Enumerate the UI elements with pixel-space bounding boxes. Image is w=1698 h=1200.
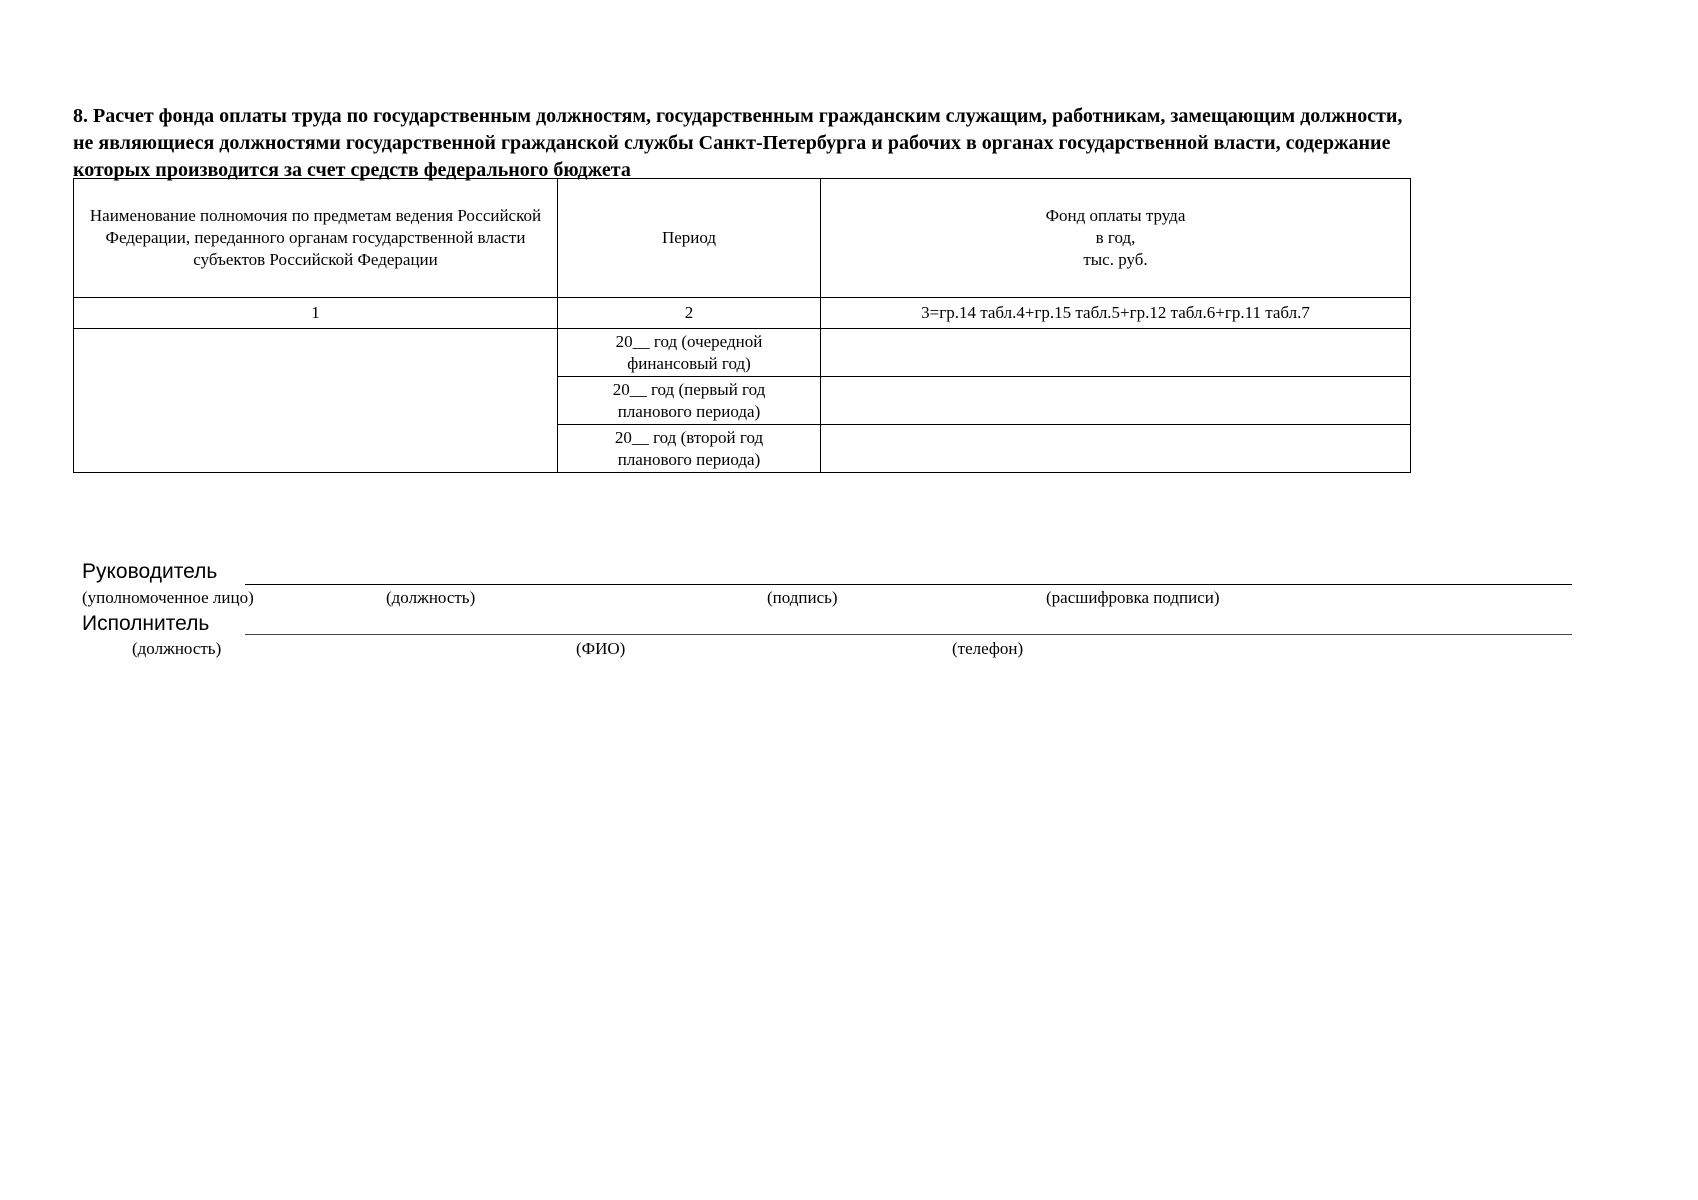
period-line-2: планового периода) [617, 449, 761, 469]
heading-line-2: не являющиеся должностями государственной гражданской службы Санкт-Петербурга и рабочих в органах государственной власти, содержание [73, 132, 1391, 154]
period-cell [558, 329, 821, 377]
column-number-1: 1 [74, 298, 558, 329]
head-signature-line[interactable] [245, 584, 1572, 585]
table-row [74, 329, 1411, 377]
period-line-2: планового периода) [617, 401, 761, 421]
period-cell [558, 425, 821, 473]
column-number-2: 2 [558, 298, 821, 329]
period-line-1: 20__ год (очередной [615, 331, 763, 351]
payroll-fund-table [73, 178, 1411, 473]
caption-executor-name: (ФИО) [576, 639, 626, 658]
fund-cell[interactable] [821, 377, 1411, 425]
caption-signature-decoding: (расшифровка подписи) [1046, 588, 1220, 607]
section-heading [73, 103, 1593, 184]
caption-executor-position: (должность) [132, 639, 222, 658]
column-number-row [74, 298, 1411, 329]
caption-signature: (подпись) [767, 588, 838, 607]
header-authority-name: Наименование полномочия по предметам ведения Российской Федерации, переданного органам государственной власти субъектов Российской Федерации [74, 179, 558, 298]
heading-line-1: 8. Расчет фонда оплаты труда по государственным должностям, государственным гражданским служащим, работникам, замещающим должности, [73, 105, 1403, 127]
authority-name-cell[interactable] [74, 329, 558, 473]
header-period: Период [558, 179, 821, 298]
fund-cell[interactable] [821, 425, 1411, 473]
period-cell [558, 377, 821, 425]
period-line-1: 20__ год (первый год [612, 379, 766, 399]
table-header-row [74, 179, 1411, 298]
caption-head-position: (должность) [386, 588, 476, 607]
period-line-1: 20__ год (второй год [614, 427, 764, 447]
fund-cell[interactable] [821, 329, 1411, 377]
header-fund-line-3: тыс. руб. [1083, 250, 1148, 269]
column-number-3: 3=гр.14 табл.4+гр.15 табл.5+гр.12 табл.6+гр.11 табл.7 [821, 298, 1411, 329]
header-fund-line-2: в год, [1095, 228, 1136, 247]
head-label: Руководитель [82, 560, 218, 583]
executor-label: Исполнитель [82, 612, 210, 635]
caption-executor-phone: (телефон) [952, 639, 1024, 658]
period-line-2: финансовый год) [627, 353, 751, 373]
header-fund [821, 179, 1411, 298]
executor-line[interactable] [245, 634, 1572, 635]
heading-line-3: которых производится за счет средств федерального бюджета [73, 159, 631, 181]
header-fund-line-1: Фонд оплаты труда [1045, 206, 1186, 225]
caption-authorized-person: (уполномоченное лицо) [82, 588, 254, 607]
